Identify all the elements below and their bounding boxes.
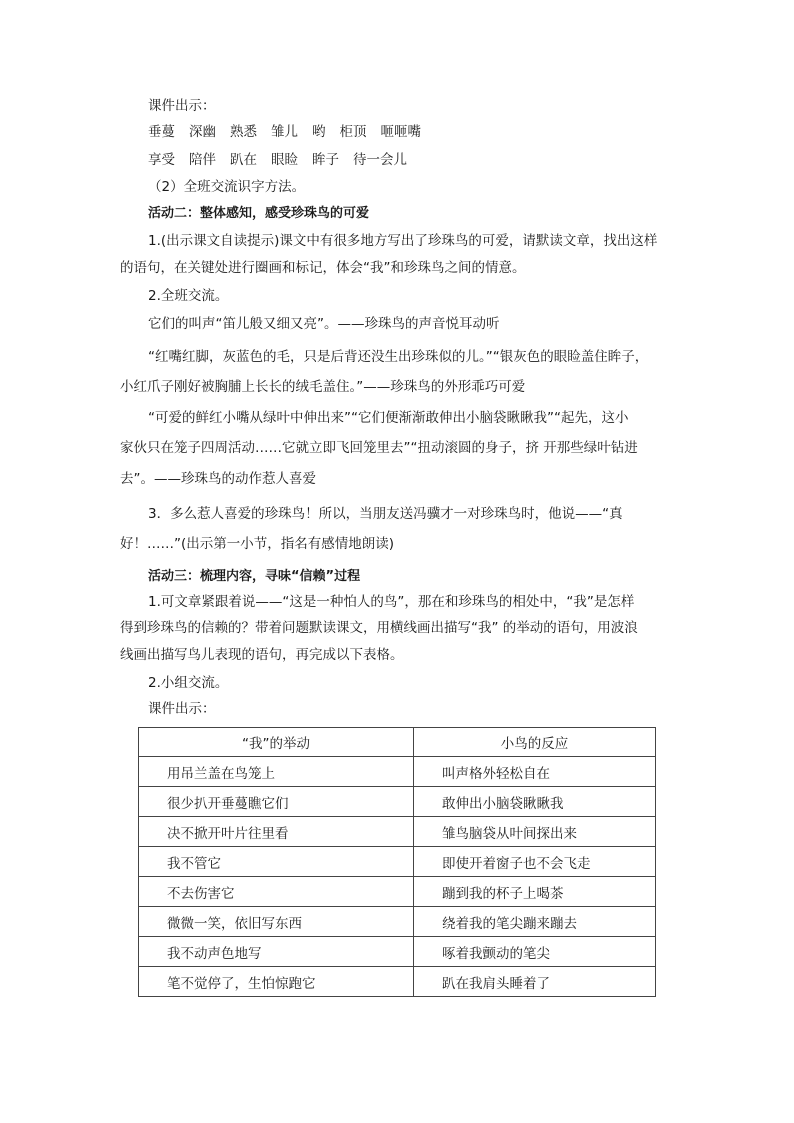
vocab-word: 哟	[312, 124, 326, 140]
vocab-word: 眼睑	[271, 152, 298, 168]
paragraph-line: 2.全班交流。	[148, 288, 229, 304]
vocab-word: 享受	[148, 152, 175, 168]
table-row	[139, 937, 656, 967]
paragraph-line: 小红爪子刚好被胸脯上长长的绒毛盖住。”——珍珠鸟的外形乖巧可爱	[120, 379, 526, 395]
paragraph-line: 得到珍珠鸟的信赖的？带着问题默读课文，用横线画出描写“我” 的举动的语句，用波浪	[120, 620, 638, 636]
vocab-word: 待一会儿	[353, 152, 407, 168]
vocab-word: 咂咂嘴	[380, 124, 421, 140]
paragraph-line: “可爱的鲜红小嘴从绿叶中伸出来”“它们便渐渐敢伸出小脑袋瞅瞅我”“起先，这小	[148, 410, 629, 426]
table-cell: 敢伸出小脑袋瞅瞅我	[414, 787, 656, 817]
vocab-word: 垂蔓	[148, 124, 175, 140]
table-cell: 很少扒开垂蔓瞧它们	[139, 787, 414, 817]
vocab-word: 雏儿	[271, 124, 298, 140]
table-cell: 绕着我的笔尖蹦来蹦去	[414, 907, 656, 937]
table-cell: 即使开着窗子也不会飞走	[414, 847, 656, 877]
table-cell: 蹦到我的杯子上喝茶	[414, 877, 656, 907]
table-row	[139, 877, 656, 907]
table-cell: 我不动声色地写	[139, 937, 414, 967]
activity-heading: 活动三：梳理内容，寻味“信赖”过程	[148, 569, 361, 584]
table-cell: 啄着我颤动的笔尖	[414, 937, 656, 967]
paragraph-line: 它们的叫声“笛儿般又细又亮”。——珍珠鸟的声音悦耳动听	[148, 316, 500, 332]
table-header-row	[139, 728, 656, 757]
table-row	[139, 787, 656, 817]
paragraph-line: 3．多么惹人喜爱的珍珠鸟！所以，当朋友送冯骥才一对珍珠鸟时，他说——“真	[148, 506, 623, 522]
table-header-cell: 小鸟的反应	[414, 728, 656, 757]
vocab-word: 趴在	[230, 152, 257, 168]
paragraph-line: 的语句，在关键处进行圈画和标记，体会“我”和珍珠鸟之间的情意。	[120, 260, 526, 276]
vocab-word: 深幽	[189, 124, 216, 140]
behavior-reaction-table	[138, 727, 656, 997]
table-row	[139, 817, 656, 847]
paragraph-line: 2.小组交流。	[148, 675, 229, 691]
table-cell: 我不管它	[139, 847, 414, 877]
paragraph-line: 1.(出示课文自读提示)课文中有很多地方写出了珍珠鸟的可爱，请默读文章，找出这样	[148, 233, 658, 249]
table-row	[139, 757, 656, 787]
table-row	[139, 847, 656, 877]
vocab-word: 眸子	[312, 152, 339, 168]
paragraph-line: “红嘴红脚，灰蓝色的毛，只是后背还没生出珍珠似的儿。”“银灰色的眼睑盖住眸子，	[148, 349, 649, 365]
paragraph-line: 家伙只在笼子四周活动……它就立即飞回笼里去”“扭动滚圆的身子，挤 开那些绿叶钻进	[120, 440, 638, 456]
table-cell: 趴在我肩头睡着了	[414, 967, 656, 997]
table-cell: 叫声格外轻松自在	[414, 757, 656, 787]
table-header-cell: “我”的举动	[139, 728, 414, 757]
paragraph-line: 线画出描写鸟儿表现的语句，再完成以下表格。	[120, 647, 404, 663]
table-cell: 不去伤害它	[139, 877, 414, 907]
table-cell: 雏鸟脑袋从叶间探出来	[414, 817, 656, 847]
table-cell: 用吊兰盖在鸟笼上	[139, 757, 414, 787]
step-text: （2）全班交流识字方法。	[148, 179, 306, 195]
table-cell: 笔不觉停了，生怕惊跑它	[139, 967, 414, 997]
table-row	[139, 907, 656, 937]
vocab-row-2	[148, 150, 421, 170]
paragraph-line: 1.可文章紧跟着说——“这是一种怕人的鸟”，那在和珍珠鸟的相处中，“我”是怎样	[148, 594, 635, 610]
paragraph-line: 去”。——珍珠鸟的动作惹人喜爱	[120, 471, 316, 487]
activity-heading: 活动二：整体感知，感受珍珠鸟的可爱	[148, 206, 370, 221]
paragraph-line: 好！……”(出示第一小节，指名有感情地朗读)	[120, 536, 395, 552]
courseware-label: 课件出示：	[148, 98, 216, 114]
vocab-word: 柜顶	[339, 124, 367, 140]
table-cell: 微微一笑，依旧写东西	[139, 907, 414, 937]
vocab-row-1	[148, 122, 435, 142]
courseware-label: 课件出示：	[148, 701, 216, 717]
vocab-word: 陪伴	[189, 152, 216, 168]
table-row	[139, 967, 656, 997]
vocab-word: 熟悉	[230, 124, 257, 140]
table-cell: 决不掀开叶片往里看	[139, 817, 414, 847]
